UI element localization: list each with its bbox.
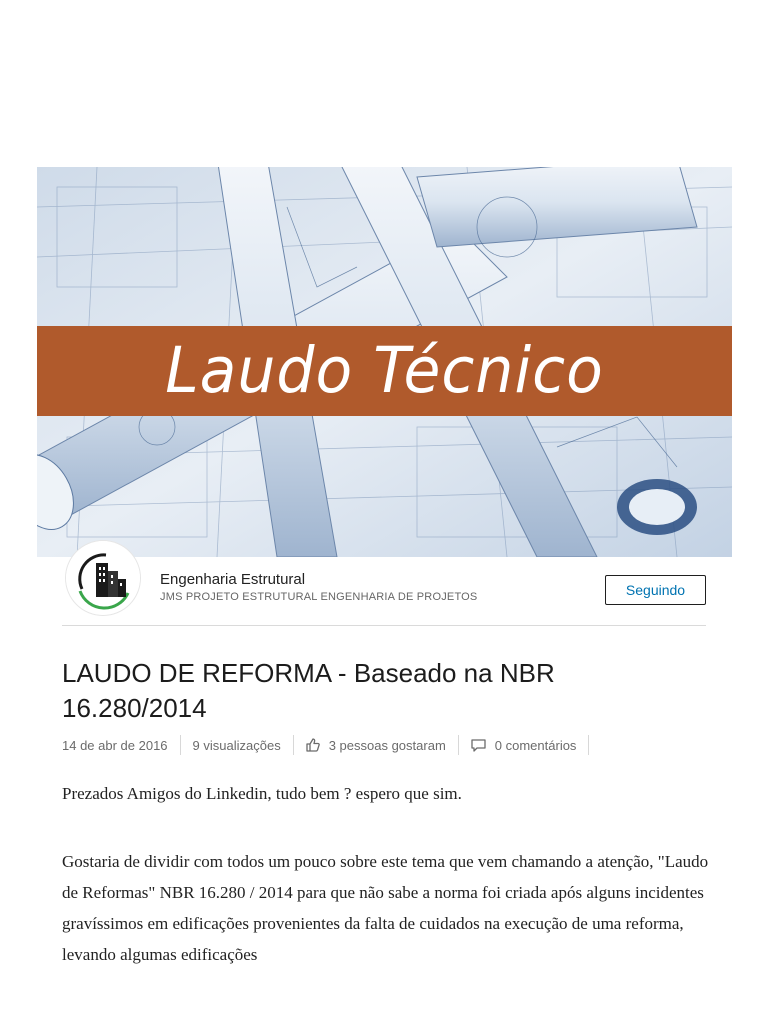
comment-icon: [471, 739, 486, 752]
publish-date: [62, 735, 181, 755]
article-cover-image: [37, 167, 732, 557]
comments-count[interactable]: [471, 735, 590, 755]
article-paragraph: Prezados Amigos do Linkedin, tudo bem ? espero que sim.: [62, 784, 462, 803]
article-meta: [62, 735, 589, 755]
author-bar: [62, 557, 706, 626]
thumbs-up-icon: [306, 738, 320, 752]
views-text: 9 visualizações: [192, 737, 281, 753]
building-logo-icon: [66, 541, 140, 615]
author-headline: JMS PROJETO ESTRUTURAL ENGENHARIA DE PROJETOS: [160, 591, 478, 603]
following-button[interactable]: Seguindo: [605, 575, 706, 605]
cover-banner-text: Laudo Técnico: [165, 334, 604, 408]
publish-date-text: 14 de abr de 2016: [62, 737, 168, 753]
author-name[interactable]: Engenharia Estrutural: [160, 571, 306, 588]
views-count[interactable]: [193, 735, 294, 755]
likes-count[interactable]: [306, 735, 459, 755]
article-paragraph: Gostaria de dividir com todos um pouco sobre este tema que vem chamando a atenção, "Laudo de Reformas" NBR 16.280 / 2014 para que não sabe a norma foi criada após alguns incidentes gravíssimos em edificações provenientes da falta de cuidados na execução de uma reforma, levando algumas edificações: [62, 852, 709, 964]
article-title: LAUDO DE REFORMA - Baseado na NBR 16.280/2014: [62, 658, 555, 723]
article-body: [62, 778, 712, 970]
author-avatar[interactable]: [66, 541, 140, 615]
comments-text: 0 comentários: [494, 737, 577, 753]
likes-text: 3 pessoas gostaram: [328, 737, 446, 753]
cover-banner: [37, 326, 732, 416]
